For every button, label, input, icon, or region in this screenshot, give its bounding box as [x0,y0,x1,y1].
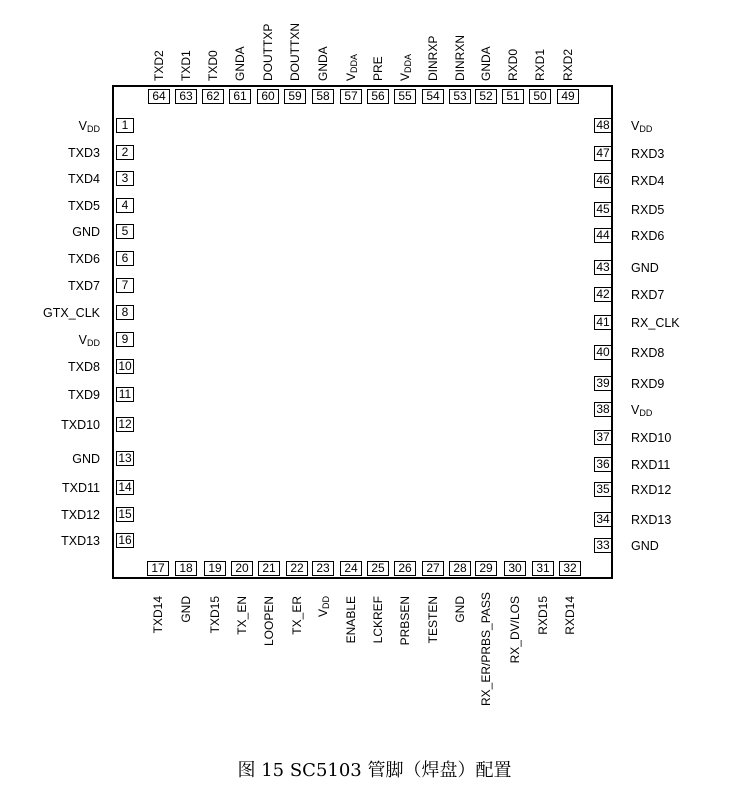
pin-label-8: GTX_CLK [43,306,100,320]
pin-pad-14: 14 [116,480,134,495]
pin-label-13: GND [72,452,100,466]
pin-label-26: PRBSEN [398,596,412,646]
pin-label-10: TXD8 [68,360,100,374]
pin-pad-40: 40 [594,345,612,360]
pin-pad-7: 7 [116,278,134,293]
pin-label-37: RXD10 [631,431,672,445]
pin-pad-57: 57 [340,89,362,104]
pin-pad-38: 38 [594,402,612,417]
pin-pad-25: 25 [367,561,389,576]
pin-pad-46: 46 [594,173,612,188]
pin-label-28: GND [453,596,467,623]
pin-pad-62: 62 [202,89,224,104]
pin-label-61: GNDA [233,46,247,81]
pin-label-40: RXD8 [631,346,665,360]
pin-label-30: RX_DV/LOS [508,596,522,664]
pin-pad-53: 53 [449,89,471,104]
pin-pad-20: 20 [231,561,253,576]
pin-label-20: TX_EN [235,596,249,635]
pin-pad-50: 50 [529,89,551,104]
pin-pad-56: 56 [367,89,389,104]
pin-pad-12: 12 [116,417,134,432]
pin-label-35: RXD12 [631,483,672,497]
pin-label-55: $V_{DDA}$ [398,53,413,81]
pin-pad-28: 28 [449,561,471,576]
pin-pad-41: 41 [594,315,612,330]
pin-label-7: TXD7 [68,279,100,293]
pin-label-21: LOOPEN [262,596,276,647]
pin-label-48: $V_{DD}$ [631,119,653,134]
pin-label-11: TXD9 [68,388,100,402]
pin-label-15: TXD12 [61,508,100,522]
pin-label-9: $V_{DD}$ [78,333,100,348]
pin-label-53: DINRXN [453,34,467,81]
pin-pad-39: 39 [594,376,612,391]
pin-pad-6: 6 [116,251,134,266]
pin-pad-43: 43 [594,260,612,275]
pin-pad-10: 10 [116,359,134,374]
pin-pad-30: 30 [504,561,526,576]
pin-pad-8: 8 [116,305,134,320]
pin-label-22: TX_ER [290,596,304,635]
pin-label-36: RXD11 [631,458,671,472]
pin-pad-45: 45 [594,202,612,217]
pin-label-52: GNDA [479,46,493,81]
pin-label-51: RXD0 [506,48,520,81]
pin-pad-51: 51 [502,89,524,104]
pin-label-56: PRE [371,56,385,81]
pin-pad-15: 15 [116,507,134,522]
pin-label-43: GND [631,261,659,275]
pin-pad-64: 64 [148,89,170,104]
pin-label-58: GNDA [316,46,330,81]
pin-pad-35: 35 [594,482,612,497]
pin-pad-13: 13 [116,451,134,466]
pin-label-49: RXD2 [561,48,575,81]
pin-label-64: TXD2 [152,50,166,81]
pin-pad-52: 52 [475,89,497,104]
pin-label-39: RXD9 [631,377,665,391]
pin-label-38: $V_{DD}$ [631,403,653,418]
pin-pad-48: 48 [594,118,612,133]
pin-label-27: TESTEN [426,596,440,644]
pin-label-59: DOUTTXN [288,23,302,81]
pin-label-17: TXD14 [151,596,165,634]
pin-pad-44: 44 [594,228,612,243]
pin-label-19: TXD15 [208,596,222,634]
pin-label-47: RXD3 [631,147,665,161]
pin-pad-33: 33 [594,538,612,553]
pin-label-6: TXD6 [68,252,100,266]
pin-label-14: TXD11 [62,481,100,495]
pin-pad-19: 19 [204,561,226,576]
pin-pad-24: 24 [340,561,362,576]
pin-label-24: ENABLE [344,596,358,644]
pin-pad-22: 22 [286,561,308,576]
pin-label-50: RXD1 [533,48,547,81]
pin-label-16: TXD13 [61,534,100,548]
pin-pad-1: 1 [116,118,134,133]
pin-pad-29: 29 [475,561,497,576]
pin-pad-34: 34 [594,512,612,527]
pin-pad-42: 42 [594,287,612,302]
pin-pad-9: 9 [116,332,134,347]
pin-label-18: GND [179,596,193,623]
pin-label-1: $V_{DD}$ [78,119,100,134]
pin-label-63: TXD1 [179,50,193,81]
pin-pad-36: 36 [594,457,612,472]
pin-label-42: RXD7 [631,288,665,302]
pin-label-45: RXD5 [631,203,665,217]
pin-pad-2: 2 [116,145,134,160]
pin-pad-55: 55 [394,89,416,104]
pin-label-33: GND [631,539,659,553]
pin-label-2: TXD3 [68,146,100,160]
pin-pad-3: 3 [116,171,134,186]
pin-label-54: DINRXP [426,35,440,81]
pin-pad-16: 16 [116,533,134,548]
pin-pad-11: 11 [116,387,134,402]
pin-pad-37: 37 [594,430,612,445]
pin-pad-59: 59 [284,89,306,104]
pin-label-57: $V_{DDA}$ [344,53,359,81]
pin-label-62: TXD0 [206,50,220,81]
pin-label-12: TXD10 [61,418,100,432]
pin-pad-18: 18 [175,561,197,576]
pin-label-3: TXD4 [68,172,100,186]
figure-caption: 图 15 SC5103 管脚（焊盘）配置 [237,760,512,781]
pin-label-34: RXD13 [631,513,672,527]
pin-label-46: RXD4 [631,174,665,188]
pin-pad-47: 47 [594,146,612,161]
pin-pad-27: 27 [422,561,444,576]
pin-pad-5: 5 [116,224,134,239]
pin-pad-31: 31 [532,561,554,576]
pin-label-31: RXD15 [536,596,550,635]
pin-pad-58: 58 [312,89,334,104]
pin-pad-61: 61 [229,89,251,104]
pin-pad-49: 49 [557,89,579,104]
pin-pad-26: 26 [394,561,416,576]
pin-pad-17: 17 [147,561,169,576]
pin-label-5: GND [72,225,100,239]
pin-pad-21: 21 [258,561,280,576]
pin-label-29: RX_ER/PRBS_PASS [479,592,493,706]
pin-label-41: RX_CLK [631,316,680,330]
pin-label-25: LCKREF [371,596,385,644]
pin-label-60: DOUTTXP [261,23,275,81]
pin-pad-63: 63 [175,89,197,104]
pin-pad-32: 32 [559,561,581,576]
pin-label-32: RXD14 [563,596,577,635]
pin-pad-4: 4 [116,198,134,213]
pin-label-44: RXD6 [631,229,665,243]
pin-pad-23: 23 [312,561,334,576]
pin-label-4: TXD5 [68,199,100,213]
pin-pad-60: 60 [257,89,279,104]
pin-pad-54: 54 [422,89,444,104]
pin-label-23: $V_{DD}$ [316,596,331,618]
chip-package-outline [112,85,613,579]
